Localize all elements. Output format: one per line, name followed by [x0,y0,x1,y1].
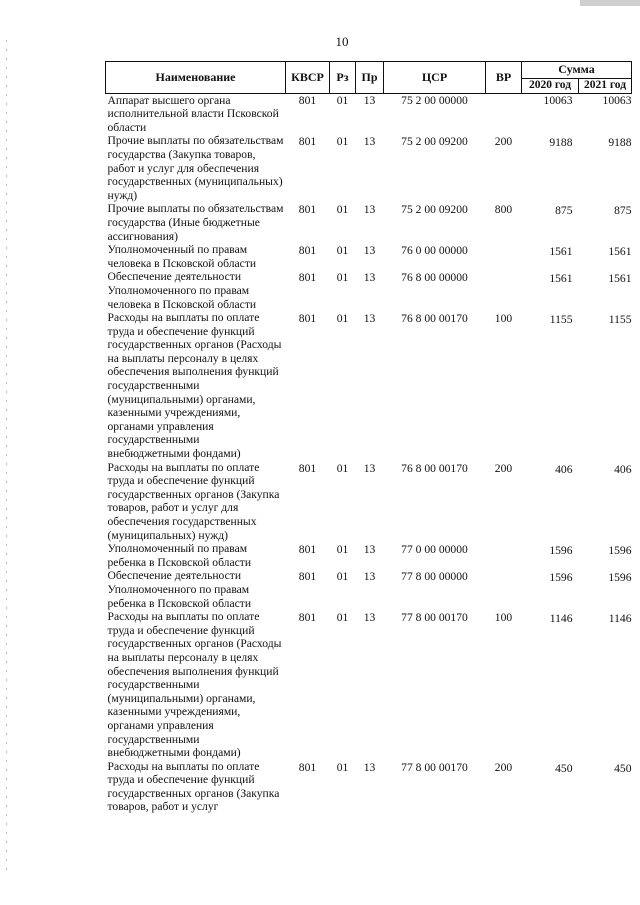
row-kvsr: 801 [298,543,317,557]
row-kvsr: 801 [298,93,317,107]
row-rz: 01 [336,611,349,625]
row-vr: 200 [494,135,513,149]
row-name: Уполномоченный по правам ребенка в Псковской области [107,542,252,569]
header-kvsr: КВСР [286,62,330,94]
header-year-2021: 2021 год [579,79,632,94]
row-vr [486,93,522,134]
header-pr: Пр [356,62,384,94]
table-row [106,542,632,569]
row-vr [486,542,522,569]
header-csr: ЦСР [384,62,486,94]
row-sum-2020: 406 [555,462,573,476]
table-row [106,461,632,543]
row-csr: 77 8 00 00170 [401,611,468,625]
row-pr: 13 [363,570,376,584]
header-name: Наименование [106,62,286,94]
row-kvsr: 801 [298,271,317,285]
row-csr: 75 2 00 00000 [401,93,468,107]
row-sum-2021: 1155 [608,313,632,327]
row-vr: 200 [494,760,513,774]
row-sum-2020: 10063 [543,93,573,107]
row-sum-2020: 1596 [549,544,573,558]
row-sum-2020: 875 [555,204,573,218]
row-rz: 01 [336,461,349,475]
table-header [106,62,632,94]
row-rz: 01 [336,543,349,557]
row-sum-2020: 1146 [549,612,573,626]
row-pr: 13 [363,312,376,326]
row-rz: 01 [336,760,349,774]
header-sum: Сумма [522,62,632,79]
row-name: Аппарат высшего органа исполнительной власти Псковской области [107,93,279,134]
row-pr: 13 [363,760,376,774]
row-sum-2020: 9188 [549,136,573,150]
row-vr [486,270,522,311]
row-sum-2020: 450 [555,761,573,775]
table-body [106,93,632,814]
row-csr: 77 8 00 00000 [401,570,468,584]
row-kvsr: 801 [298,135,317,149]
table-row [106,760,632,814]
row-sum-2021: 1596 [608,544,632,558]
row-name: Расходы на выплаты по оплате труда и обеспечение функций государственных органов (Закупка товаров, работ и услуг [107,759,280,814]
row-csr: 76 8 00 00170 [401,312,468,326]
table-row [106,270,632,311]
table-row [106,93,632,134]
row-sum-2021: 9188 [608,136,632,150]
row-csr: 76 0 00 00000 [401,244,468,258]
row-pr: 13 [363,93,376,107]
row-rz: 01 [336,244,349,258]
row-csr: 77 8 00 00170 [401,760,468,774]
row-csr: 75 2 00 09200 [401,135,468,149]
row-sum-2020: 1596 [549,571,573,585]
row-name: Уполномоченный по правам человека в Псковской области [107,243,257,270]
row-sum-2021: 450 [614,761,632,775]
row-rz: 01 [336,93,349,107]
row-pr: 13 [363,244,376,258]
page-number: 10 [335,34,349,49]
row-name: Обеспечение деятельности Уполномоченного по правам ребенка в Псковской области [107,569,252,610]
row-sum-2021: 1146 [608,612,632,626]
row-vr: 100 [494,611,513,625]
row-csr: 75 2 00 09200 [401,203,468,217]
row-sum-2021: 406 [614,462,632,476]
row-sum-2021: 1561 [608,245,632,259]
row-sum-2021: 875 [614,204,632,218]
row-vr [486,243,522,270]
row-pr: 13 [363,203,376,217]
row-vr: 800 [494,203,513,217]
table-row [106,134,632,202]
table-row [106,610,632,760]
table-row [106,243,632,270]
row-name: Расходы на выплаты по оплате труда и обеспечение функций государственных органов (Расходы на выплаты персоналу в целях обеспечения выполнения функций государственными (муниципальными) органами, казенными учреждениями, органами управления государственными внебюджетными фондами) [107,311,282,461]
row-name: Обеспечение деятельности Уполномоченного по правам человека в Псковской области [107,270,257,311]
row-kvsr: 801 [298,244,317,258]
row-pr: 13 [363,611,376,625]
row-rz: 01 [336,135,349,149]
table-row [106,311,632,461]
row-rz: 01 [336,570,349,584]
row-pr: 13 [363,135,376,149]
row-vr: 100 [494,312,513,326]
row-csr: 76 8 00 00170 [401,461,468,475]
row-kvsr: 801 [298,611,317,625]
row-rz: 01 [336,312,349,326]
row-rz: 01 [336,271,349,285]
table-row [106,202,632,243]
row-sum-2020: 1155 [549,313,573,327]
row-kvsr: 801 [298,312,317,326]
header-vr: ВР [486,62,522,94]
budget-table [105,61,632,814]
row-name: Прочие выплаты по обязательствам государства (Закупка товаров, работ и услуг для обеспечения государственных (муниципальных) нужд) [107,134,284,202]
row-sum-2020: 1561 [549,245,573,259]
table-row [106,569,632,610]
row-kvsr: 801 [298,760,317,774]
row-kvsr: 801 [298,570,317,584]
row-sum-2021: 10063 [602,93,632,107]
header-rz: Рз [330,62,356,94]
row-pr: 13 [363,271,376,285]
scan-margin-dots [6,40,7,870]
row-kvsr: 801 [298,203,317,217]
row-name: Расходы на выплаты по оплате труда и обеспечение функций государственных органов (Закупка товаров, работ и услуг для обеспечения государственных (муниципальных) нужд) [107,460,280,542]
row-csr: 76 8 00 00000 [401,271,468,285]
header-year-2020: 2020 год [522,79,579,94]
scan-edge-mark [580,0,640,6]
row-csr: 77 0 00 00000 [401,543,468,557]
row-name: Прочие выплаты по обязательствам государства (Иные бюджетные ассигнования) [107,202,284,243]
row-pr: 13 [363,461,376,475]
row-vr: 200 [494,461,513,475]
row-sum-2020: 1561 [549,272,573,286]
row-sum-2021: 1561 [608,272,632,286]
row-name: Расходы на выплаты по оплате труда и обеспечение функций государственных органов (Расходы на выплаты персоналу в целях обеспечения выполнения функций государственными (муниципальными) органами, казенными учреждениями, органами управления государственными внебюджетными фондами) [107,610,282,760]
row-vr [486,569,522,610]
row-kvsr: 801 [298,461,317,475]
row-rz: 01 [336,203,349,217]
row-sum-2021: 1596 [608,571,632,585]
row-pr: 13 [363,543,376,557]
